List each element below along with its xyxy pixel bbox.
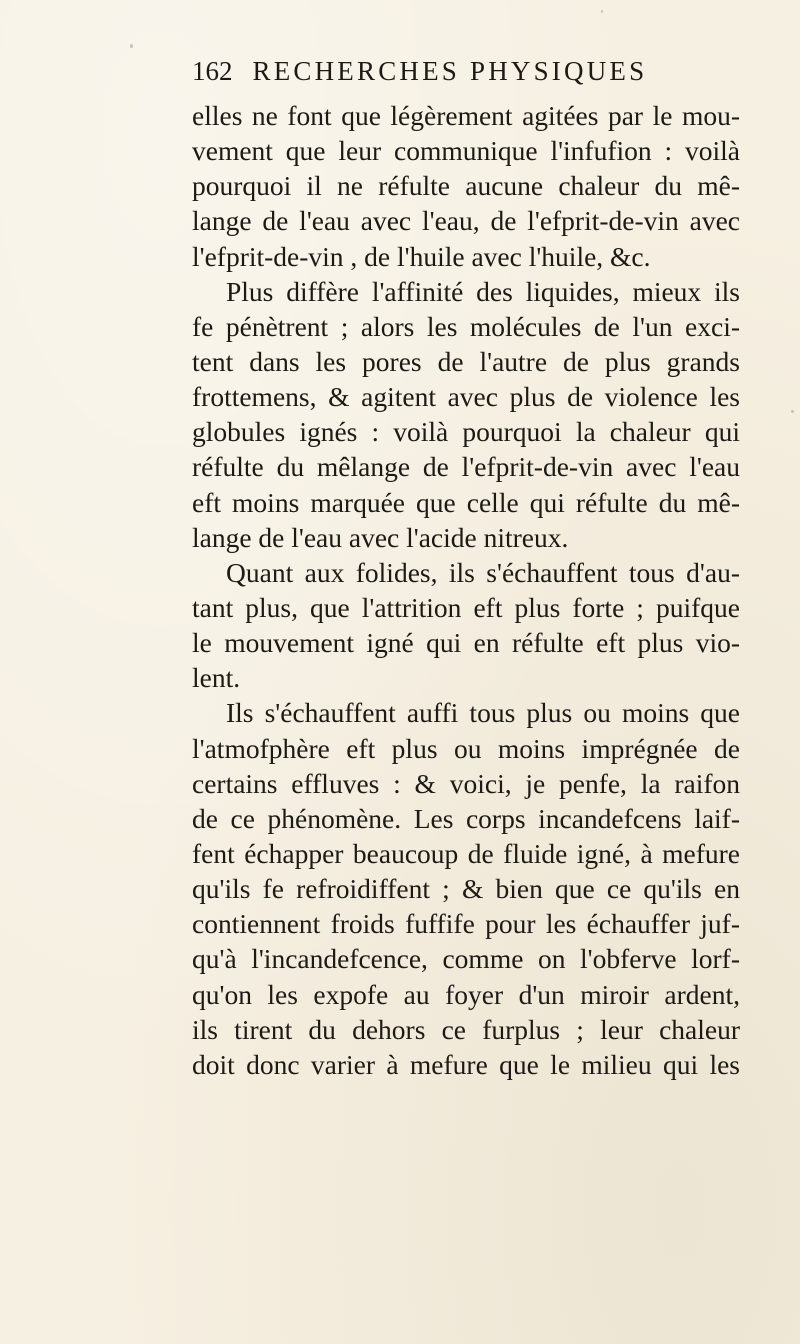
- text-line: lange de l'eau avec l'acide nitreux.: [192, 521, 569, 553]
- text-line: eft moins marquée que celle qui réfulte du mê-: [192, 486, 740, 518]
- text-line: contiennent froids fuffife pour les échauffer juf-: [192, 908, 740, 940]
- text-line: l'efprit-de-vin , de l'huile avec l'huile, &c.: [192, 240, 651, 272]
- text-line: qu'on les expofe au foyer d'un miroir ardent,: [192, 978, 740, 1010]
- body-text: [192, 98, 740, 1082]
- text-line: qu'ils fe refroidiffent ; & bien que ce qu'ils en: [192, 873, 740, 905]
- text-line: globules ignés : voilà pourquoi la chaleur qui: [192, 416, 740, 448]
- paper-speck: [601, 10, 603, 13]
- running-title: RECHERCHES PHYSIQUES: [252, 56, 648, 86]
- page-number: 162: [192, 56, 233, 86]
- text-line: le mouvement igné qui en réfulte eft plus vio-: [192, 627, 740, 659]
- text-line: de ce phénomène. Les corps incandefcens laif-: [192, 802, 740, 834]
- text-line: lent.: [192, 662, 241, 694]
- text-line: elles ne font que légèrement agitées par le mou-: [192, 100, 740, 131]
- text-line: Plus diffère l'affinité des liquides, mieux ils: [226, 275, 740, 307]
- text-line: lange de l'eau avec l'eau, de l'efprit-de-vin avec: [192, 205, 740, 237]
- text-line: certains effluves : & voici, je penfe, la raifon: [192, 767, 740, 799]
- running-head: [192, 56, 712, 96]
- paper-speck: [130, 44, 133, 48]
- paper-speck: [791, 410, 794, 413]
- text-line: l'atmofphère eft plus ou moins imprégnée de: [192, 732, 740, 764]
- text-line: fe pénètrent ; alors les molécules de l'un exci-: [192, 310, 740, 342]
- text-line: vement que leur communique l'infufion : voilà: [192, 135, 740, 167]
- text-line: réfulte du mêlange de l'efprit-de-vin avec l'eau: [192, 451, 740, 483]
- text-line: frottemens, & agitent avec plus de violence les: [192, 381, 740, 413]
- text-line: ils tirent du dehors ce furplus ; leur chaleur: [192, 1013, 740, 1045]
- text-line: doit donc varier à mefure que le milieu qui les: [192, 1048, 740, 1080]
- text-line: fent échapper beaucoup de fluide igné, à mefure: [192, 837, 740, 869]
- text-line: tant plus, que l'attrition eft plus forte ; puifque: [192, 591, 740, 623]
- text-line: Ils s'échauffent auffi tous plus ou moins que: [226, 697, 740, 729]
- text-line: pourquoi il ne réfulte aucune chaleur du mê-: [192, 170, 740, 202]
- text-line: Quant aux folides, ils s'échauffent tous d'au-: [226, 556, 740, 588]
- text-line: tent dans les pores de l'autre de plus grands: [192, 345, 740, 377]
- text-line: qu'à l'incandefcence, comme on l'obferve lorf-: [192, 943, 740, 975]
